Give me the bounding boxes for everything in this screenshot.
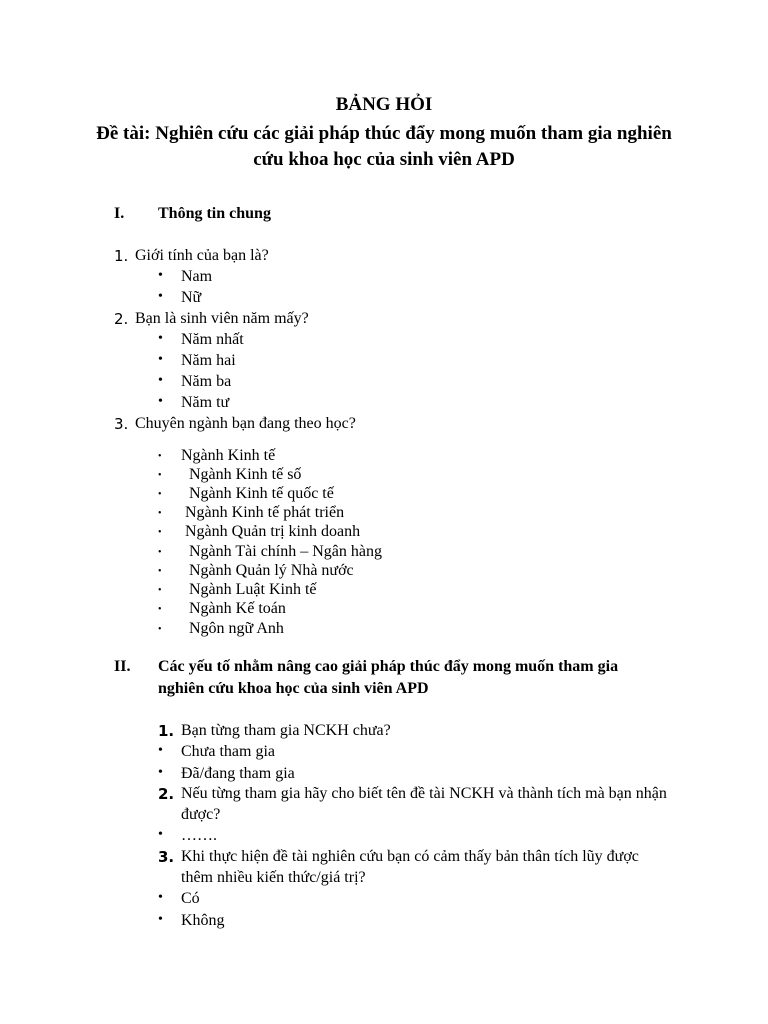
- bullet-icon: •: [158, 352, 163, 367]
- bullet-icon: •: [158, 624, 162, 635]
- bullet-icon: •: [158, 743, 163, 758]
- s2-question-2-number: 2.: [158, 785, 175, 803]
- section-2-heading-line-2: nghiên cứu khoa học của sinh viên APD: [158, 680, 429, 697]
- s2-q2-option-1: …….: [181, 827, 217, 844]
- q2-option-1: Năm nhất: [181, 331, 244, 348]
- section-2-heading-line-1: Các yếu tố nhằm nâng cao giải pháp thúc đẩy mong muốn tham gia: [158, 658, 619, 675]
- q3-option-7: Ngành Quản lý Nhà nước: [189, 562, 354, 579]
- bullet-icon: •: [158, 373, 163, 388]
- s2-q3-option-1: Có: [181, 890, 200, 907]
- q3-option-2: Ngành Kinh tế số: [189, 466, 302, 483]
- section-2-numeral: II.: [114, 658, 131, 675]
- bullet-icon: •: [158, 508, 162, 519]
- bullet-icon: •: [158, 566, 162, 577]
- s2-question-3-text-line-1: Khi thực hiện đề tài nghiên cứu bạn có cảm thấy bản thân tích lũy được: [181, 848, 639, 865]
- bullet-icon: •: [158, 331, 163, 346]
- bullet-icon: •: [158, 527, 162, 538]
- q3-option-9: Ngành Kế toán: [189, 600, 286, 617]
- q1-option-nam: Nam: [181, 268, 213, 285]
- bullet-icon: •: [158, 765, 163, 780]
- section-1-numeral: I.: [114, 205, 125, 222]
- s2-q1-option-1: Chưa tham gia: [181, 743, 275, 760]
- q3-option-1: Ngành Kinh tế: [181, 447, 276, 464]
- question-3-text: Chuyên ngành bạn đang theo học?: [135, 415, 356, 432]
- section-1-heading: Thông tin chung: [158, 205, 271, 222]
- q3-option-3: Ngành Kinh tế quốc tế: [189, 485, 334, 502]
- s2-q3-option-2: Không: [181, 912, 225, 929]
- q2-option-3: Năm ba: [181, 373, 232, 390]
- bullet-icon: •: [158, 912, 163, 927]
- s2-question-1-text: Bạn từng tham gia NCKH chưa?: [181, 722, 391, 739]
- s2-question-3-text-line-2: thêm nhiều kiến thức/giá trị?: [181, 869, 366, 886]
- bullet-icon: •: [158, 451, 162, 462]
- q2-option-4: Năm tư: [181, 394, 230, 411]
- bullet-icon: •: [158, 585, 162, 596]
- bullet-icon: •: [158, 289, 163, 304]
- document-title: BẢNG HỎI: [335, 94, 433, 115]
- document-subtitle: Đề tài: Nghiên cứu các giải pháp thúc đẩy mong muốn tham gia nghiên cứu khoa học của sinh viên APD: [96, 123, 672, 170]
- s2-q1-option-2: Đã/đang tham gia: [181, 765, 295, 782]
- question-3-number: 3.: [114, 415, 129, 433]
- question-1-text: Giới tính của bạn là?: [135, 247, 269, 264]
- question-1-number: 1.: [114, 247, 129, 265]
- bullet-icon: •: [158, 489, 162, 500]
- bullet-icon: •: [158, 827, 163, 842]
- bullet-icon: •: [158, 890, 163, 905]
- s2-question-2-text-line-1: Nếu từng tham gia hãy cho biết tên đề tài NCKH và thành tích mà bạn nhận: [181, 785, 667, 802]
- q1-option-nu: Nữ: [181, 289, 202, 306]
- s2-question-3-number: 3.: [158, 848, 175, 866]
- bullet-icon: •: [158, 268, 163, 283]
- q3-option-5: Ngành Quản trị kinh doanh: [185, 523, 361, 540]
- q3-option-6: Ngành Tài chính – Ngân hàng: [189, 543, 382, 560]
- question-2-number: 2.: [114, 310, 129, 328]
- bullet-icon: •: [158, 470, 162, 481]
- s2-question-1-number: 1.: [158, 722, 175, 740]
- q2-option-2: Năm hai: [181, 352, 236, 369]
- q3-option-10: Ngôn ngữ Anh: [189, 620, 284, 637]
- question-2-text: Bạn là sinh viên năm mấy?: [135, 310, 309, 327]
- bullet-icon: •: [158, 394, 163, 409]
- q3-option-4: Ngành Kinh tế phát triển: [185, 504, 345, 521]
- bullet-icon: •: [158, 604, 162, 615]
- q3-option-8: Ngành Luật Kinh tế: [189, 581, 317, 598]
- s2-question-2-text-line-2: được?: [181, 806, 221, 823]
- bullet-icon: •: [158, 547, 162, 558]
